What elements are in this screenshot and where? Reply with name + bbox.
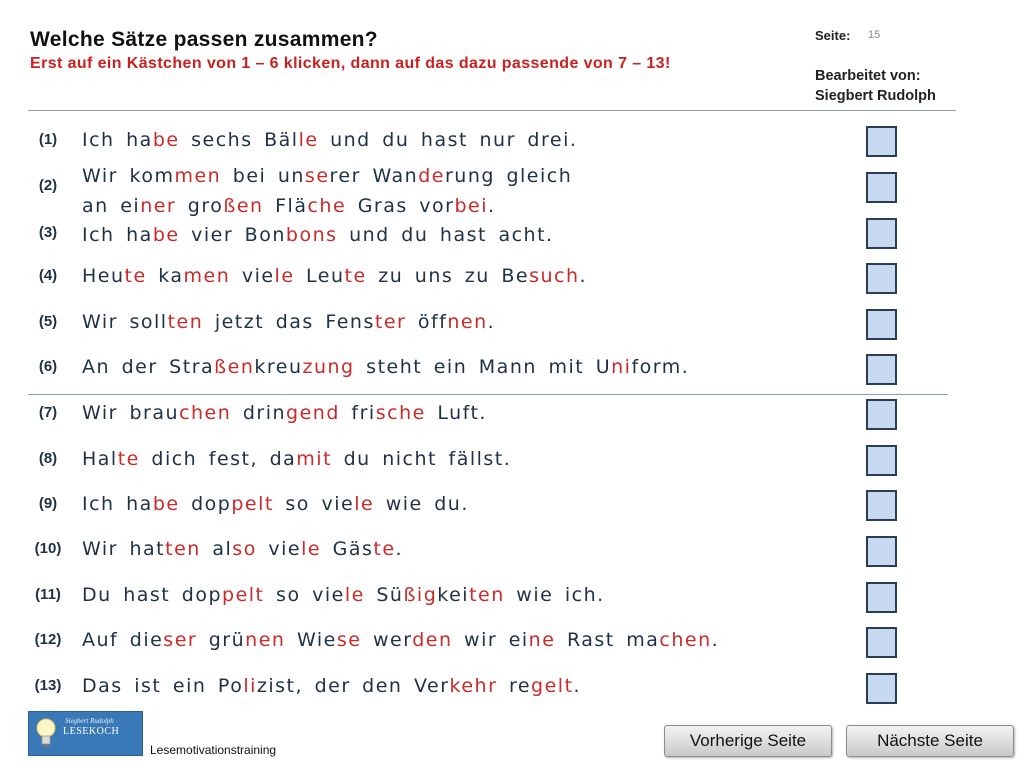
- syllable-text: Hal: [82, 448, 118, 470]
- highlighted-syllable: ßig: [403, 584, 438, 606]
- answer-box[interactable]: [866, 309, 897, 340]
- syllable-text: Das ist ein Po: [82, 675, 244, 697]
- syllable-text: fri: [339, 402, 376, 424]
- syllable-text: wer: [361, 629, 413, 651]
- syllable-text: al: [200, 538, 233, 560]
- sentence-text: [82, 195, 496, 217]
- syllable-text: kei: [437, 584, 470, 606]
- syllable-text: rer Wan: [329, 165, 419, 187]
- syllable-text: vie: [230, 265, 275, 287]
- highlighted-syllable: ten: [165, 538, 201, 560]
- logo-author: Siegbert Rudolph: [65, 717, 114, 725]
- syllable-text: Wir kom: [82, 165, 175, 187]
- highlighted-syllable: men: [183, 265, 231, 287]
- highlighted-syllable: ter: [374, 311, 407, 333]
- highlighted-syllable: men: [174, 165, 222, 187]
- group-divider: [28, 394, 948, 395]
- syllable-text: wir ei: [452, 629, 529, 651]
- sentence-text: [82, 629, 719, 651]
- syllable-text: Rast ma: [555, 629, 660, 651]
- sentence-number: (13): [34, 677, 62, 694]
- sentence-text: [82, 165, 572, 187]
- highlighted-syllable: so: [232, 538, 257, 560]
- syllable-text: .: [395, 538, 404, 560]
- sentence-text: [82, 311, 495, 333]
- answer-box[interactable]: [866, 172, 897, 203]
- syllable-text: rung gleich: [444, 165, 573, 187]
- sentence-text: [82, 356, 689, 378]
- syllable-text: öff: [406, 311, 448, 333]
- sentence-text: [82, 129, 577, 151]
- highlighted-syllable: ßen: [214, 356, 255, 378]
- syllable-text: dich fest, da: [139, 448, 297, 470]
- syllable-text: und du hast nur drei.: [318, 129, 578, 151]
- syllable-text: .: [579, 265, 588, 287]
- header-divider: [28, 110, 956, 111]
- answer-box[interactable]: [866, 354, 897, 385]
- footer-label: Lesemotivationstraining: [150, 743, 277, 757]
- highlighted-syllable: ne: [528, 629, 556, 651]
- highlighted-syllable: gelt: [531, 675, 574, 697]
- sentence-number: (8): [38, 450, 58, 467]
- highlighted-syllable: be: [152, 129, 180, 151]
- syllable-text: .: [487, 311, 496, 333]
- highlighted-syllable: pelt: [222, 584, 265, 606]
- sentence-text: [82, 448, 511, 470]
- highlighted-syllable: te: [124, 265, 147, 287]
- highlighted-syllable: ni: [611, 356, 632, 378]
- sentence-number: (7): [38, 404, 58, 421]
- answer-box[interactable]: [866, 536, 897, 567]
- highlighted-syllable: le: [298, 129, 319, 151]
- author-name: Siegbert Rudolph: [815, 88, 936, 104]
- highlighted-syllable: be: [152, 493, 180, 515]
- syllable-text: Ich ha: [82, 224, 153, 246]
- syllable-text: wie ich.: [504, 584, 605, 606]
- sentence-text: [82, 584, 605, 606]
- page-label: Seite:: [815, 28, 851, 43]
- syllable-text: an ei: [82, 195, 141, 217]
- sentence-text: [82, 538, 403, 560]
- highlighted-syllable: chen: [659, 629, 712, 651]
- author-label: Bearbeitet von:: [815, 68, 921, 84]
- syllable-text: zist, der den Ver: [256, 675, 450, 697]
- highlighted-syllable: nen: [447, 311, 488, 333]
- highlighted-syllable: sche: [375, 402, 426, 424]
- highlighted-syllable: be: [152, 224, 180, 246]
- syllable-text: re: [497, 675, 532, 697]
- highlighted-syllable: de: [418, 165, 445, 187]
- highlighted-syllable: nen: [245, 629, 286, 651]
- highlighted-syllable: le: [301, 538, 322, 560]
- highlighted-syllable: ten: [167, 311, 204, 333]
- page-number: 15: [868, 29, 881, 41]
- syllable-text: drin: [231, 402, 287, 424]
- syllable-text: Wir soll: [82, 311, 168, 333]
- syllable-text: Wir hat: [82, 538, 166, 560]
- highlighted-syllable: te: [344, 265, 367, 287]
- highlighted-syllable: pelt: [231, 493, 274, 515]
- highlighted-syllable: te: [117, 448, 140, 470]
- logo-brand: LESEKOCH: [63, 726, 120, 737]
- highlighted-syllable: den: [412, 629, 453, 651]
- answer-box[interactable]: [866, 490, 897, 521]
- sentence-number: (3): [38, 224, 58, 241]
- answer-box[interactable]: [866, 218, 897, 249]
- syllable-text: .: [488, 195, 496, 217]
- syllable-text: form.: [631, 356, 690, 378]
- syllable-text: Du hast dop: [82, 584, 223, 606]
- next-page-button[interactable]: Nächste Seite: [846, 725, 1014, 757]
- syllable-text: Leu: [294, 265, 345, 287]
- highlighted-syllable: bons: [285, 224, 338, 246]
- highlighted-syllable: le: [274, 265, 295, 287]
- answer-box[interactable]: [866, 263, 897, 294]
- syllable-text: Wir brau: [82, 402, 180, 424]
- syllable-text: vier Bon: [179, 224, 286, 246]
- highlighted-syllable: se: [304, 165, 330, 187]
- syllable-text: Ich ha: [82, 493, 153, 515]
- highlighted-syllable: ten: [469, 584, 505, 606]
- highlighted-syllable: le: [354, 493, 375, 515]
- answer-box[interactable]: [866, 445, 897, 476]
- sentence-text: [82, 675, 581, 697]
- syllable-text: du nicht fällst.: [332, 448, 512, 470]
- syllable-text: Heu: [82, 265, 125, 287]
- sentence-number: (11): [35, 586, 61, 603]
- syllable-text: bei un: [221, 165, 305, 187]
- syllable-text: Luft.: [425, 402, 487, 424]
- lesekoch-logo: [28, 711, 143, 756]
- syllable-text: Flä: [263, 195, 308, 217]
- highlighted-syllable: ser: [163, 629, 198, 651]
- highlighted-syllable: li: [243, 675, 257, 697]
- sentence-text: [82, 493, 469, 515]
- sentence-number: (4): [38, 267, 58, 284]
- syllable-text: so vie: [264, 584, 345, 606]
- author-block: [815, 66, 936, 106]
- highlighted-syllable: such: [529, 265, 580, 287]
- highlighted-syllable: ßen: [223, 195, 264, 217]
- lightbulb-icon: [35, 718, 57, 748]
- syllable-text: und du hast acht.: [337, 224, 554, 246]
- answer-box[interactable]: [866, 627, 897, 658]
- syllable-text: Sü: [364, 584, 404, 606]
- highlighted-syllable: le: [344, 584, 365, 606]
- highlighted-syllable: che: [307, 195, 347, 217]
- highlighted-syllable: se: [336, 629, 362, 651]
- highlighted-syllable: ner: [140, 195, 177, 217]
- highlighted-syllable: mit: [296, 448, 333, 470]
- highlighted-syllable: chen: [179, 402, 232, 424]
- answer-box[interactable]: [866, 673, 897, 704]
- syllable-text: grü: [197, 629, 246, 651]
- syllable-text: An der Stra: [82, 356, 215, 378]
- sentence-text: [82, 224, 554, 246]
- answer-box[interactable]: [866, 582, 897, 613]
- syllable-text: gro: [176, 195, 224, 217]
- sentence-text: [82, 265, 587, 287]
- syllable-text: Gäs: [321, 538, 374, 560]
- sentence-number: (6): [38, 358, 58, 375]
- syllable-text: dop: [179, 493, 232, 515]
- sentence-number: (12): [34, 631, 62, 648]
- syllable-text: wie du.: [374, 493, 469, 515]
- syllable-text: ka: [146, 265, 184, 287]
- highlighted-syllable: gend: [286, 402, 340, 424]
- syllable-text: so vie: [273, 493, 355, 515]
- syllable-text: zu uns zu Be: [366, 265, 530, 287]
- highlighted-syllable: te: [373, 538, 396, 560]
- answer-box[interactable]: [866, 126, 897, 157]
- sentence-number: (5): [38, 313, 58, 330]
- syllable-text: .: [573, 675, 582, 697]
- syllable-text: Wie: [285, 629, 337, 651]
- answer-box[interactable]: [866, 399, 897, 430]
- instruction-text: Erst auf ein Kästchen von 1 – 6 klicken, dann auf das dazu passende von 7 – 13!: [30, 55, 671, 72]
- highlighted-syllable: kehr: [449, 675, 498, 697]
- previous-page-button[interactable]: Vorherige Seite: [664, 725, 832, 757]
- sentence-number: (10): [34, 540, 62, 557]
- syllable-text: kreu: [254, 356, 303, 378]
- syllable-text: jetzt das Fens: [203, 311, 375, 333]
- sentence-text: [82, 402, 487, 424]
- highlighted-syllable: zung: [302, 356, 355, 378]
- page-title: Welche Sätze passen zusammen?: [30, 28, 378, 51]
- highlighted-syllable: bei: [454, 195, 489, 217]
- syllable-text: Auf die: [82, 629, 164, 651]
- sentence-number: (9): [38, 495, 58, 512]
- syllable-text: Ich ha: [82, 129, 153, 151]
- syllable-text: .: [711, 629, 720, 651]
- syllable-text: Gras vor: [346, 195, 455, 217]
- syllable-text: sechs Bäl: [179, 129, 299, 151]
- sentence-number: (1): [38, 131, 58, 148]
- sentence-number: (2): [38, 177, 58, 194]
- syllable-text: vie: [256, 538, 302, 560]
- syllable-text: steht ein Mann mit U: [354, 356, 612, 378]
